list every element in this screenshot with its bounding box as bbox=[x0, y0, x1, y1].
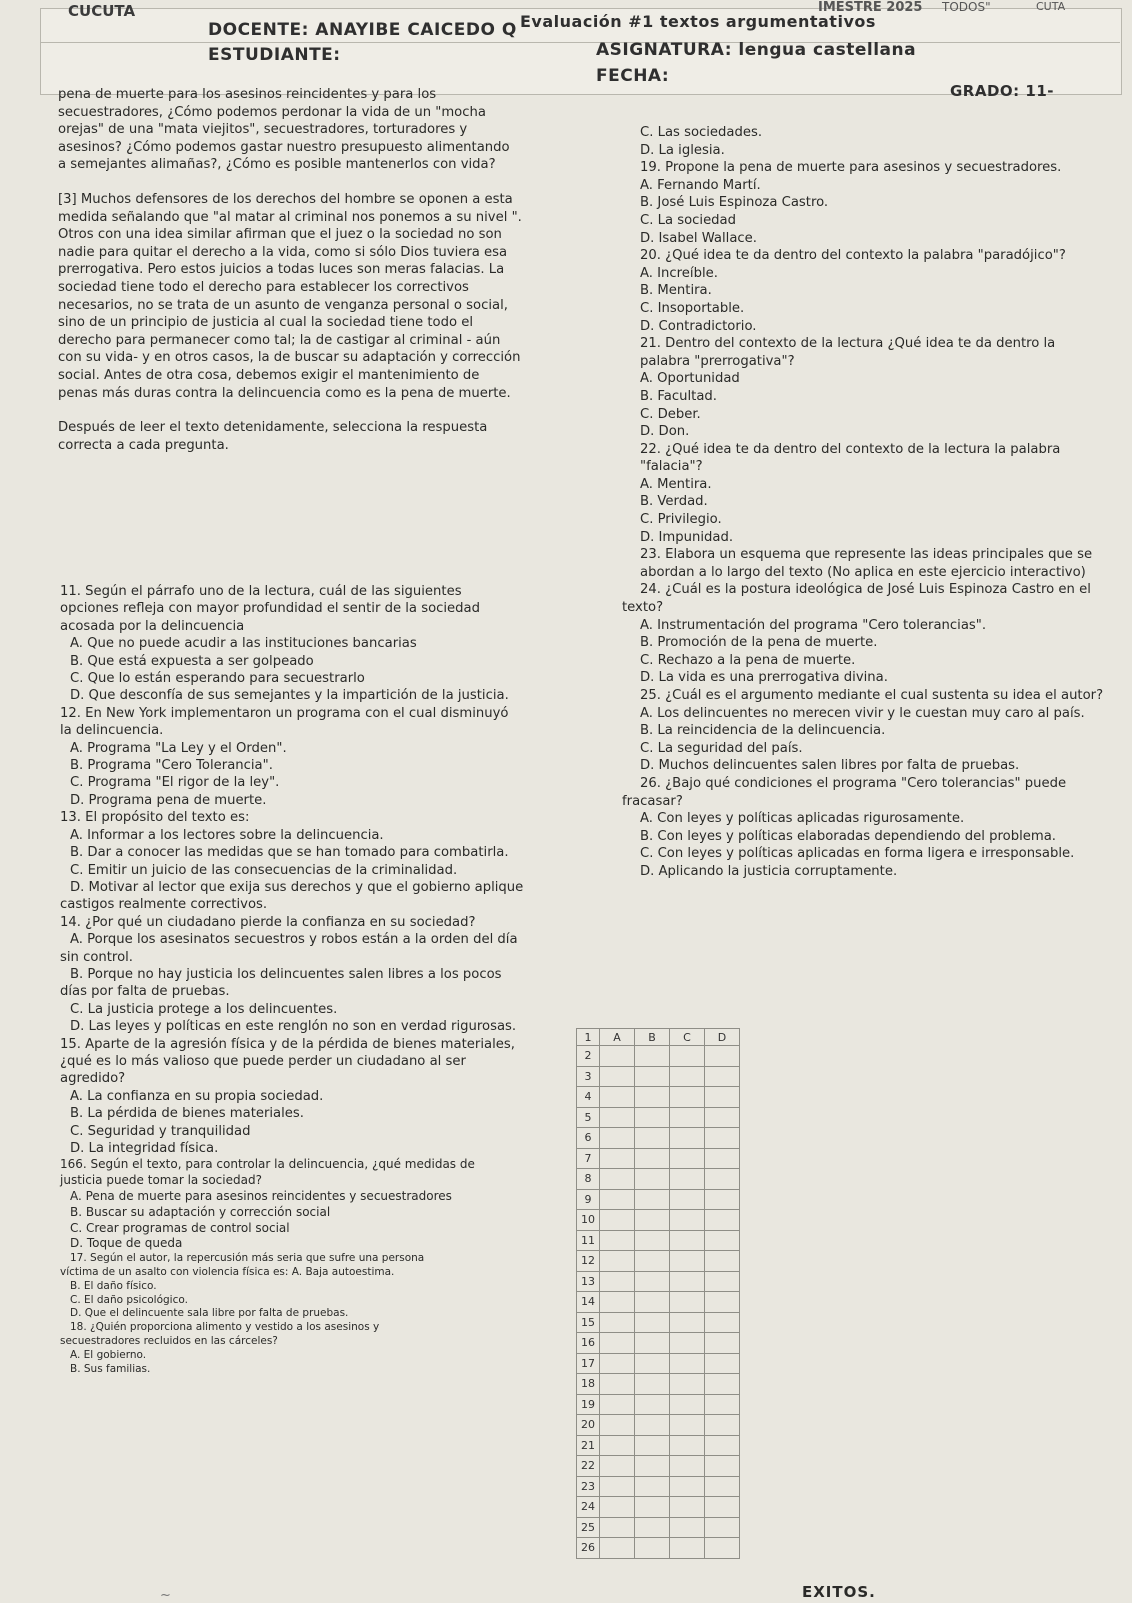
grid-question-number: 4 bbox=[577, 1087, 600, 1108]
answer-grid-row bbox=[577, 1107, 740, 1128]
answer-cell[interactable] bbox=[635, 1476, 670, 1497]
answer-cell[interactable] bbox=[670, 1538, 705, 1559]
grado-label: GRADO: 11- bbox=[950, 82, 1054, 100]
text-line: derecho para permanecer como tal; la de castigar al criminal - aún bbox=[58, 332, 501, 348]
question-line: C. Rechazo a la pena de muerte. bbox=[640, 652, 856, 668]
answer-cell[interactable] bbox=[705, 1333, 740, 1354]
question-line: B. El daño físico. bbox=[70, 1279, 157, 1292]
question-line: C. Emitir un juicio de las consecuencias de la criminalidad. bbox=[70, 862, 458, 878]
question-line: A. Pena de muerte para asesinos reincidentes y secuestradores bbox=[70, 1189, 452, 1203]
text-line: con su vida- y en otros casos, la de buscar su adaptación y corrección bbox=[58, 350, 521, 366]
question-line: A. Instrumentación del programa "Cero tolerancias". bbox=[640, 617, 987, 633]
answer-cell[interactable] bbox=[600, 1189, 635, 1210]
question-line: "falacia"? bbox=[640, 459, 703, 475]
text-line: [3] Muchos defensores de los derechos del hombre se oponen a esta bbox=[58, 191, 513, 207]
question-line: C. El daño psicológico. bbox=[70, 1293, 188, 1306]
answer-cell[interactable] bbox=[635, 1107, 670, 1128]
question-line: C. Que lo están esperando para secuestrarlo bbox=[70, 671, 365, 687]
answer-grid-row bbox=[577, 1497, 740, 1518]
answer-cell[interactable] bbox=[670, 1066, 705, 1087]
grid-question-number: 3 bbox=[577, 1066, 600, 1087]
answer-cell[interactable] bbox=[670, 1271, 705, 1292]
answer-cell[interactable] bbox=[705, 1230, 740, 1251]
question-line: días por falta de pruebas. bbox=[60, 984, 230, 1000]
fecha-label: FECHA: bbox=[596, 66, 670, 86]
answer-cell[interactable] bbox=[670, 1046, 705, 1067]
answer-cell[interactable] bbox=[600, 1107, 635, 1128]
answer-cell[interactable] bbox=[670, 1497, 705, 1518]
question-line: C. Las sociedades. bbox=[640, 125, 763, 140]
question-line: D. Contradictorio. bbox=[640, 318, 757, 334]
text-line: social. Antes de otra cosa, debemos exigir el mantenimiento de bbox=[58, 367, 480, 383]
answer-cell[interactable] bbox=[705, 1148, 740, 1169]
header-semester: IMESTRE 2025 bbox=[818, 0, 923, 15]
answer-cell[interactable] bbox=[705, 1435, 740, 1456]
questions-right-column bbox=[622, 124, 1127, 881]
question-line: D. Programa pena de muerte. bbox=[70, 792, 267, 808]
reading-text bbox=[58, 86, 578, 471]
answer-grid-row bbox=[577, 1394, 740, 1415]
grid-question-number: 6 bbox=[577, 1128, 600, 1149]
answer-cell[interactable] bbox=[705, 1415, 740, 1436]
question-line: B. La reincidencia de la delincuencia. bbox=[640, 723, 886, 739]
answer-cell[interactable] bbox=[705, 1394, 740, 1415]
answer-grid-row bbox=[577, 1456, 740, 1477]
answer-cell[interactable] bbox=[600, 1435, 635, 1456]
text-line: orejas" de una "mata viejitos", secuestradores, torturadores y bbox=[58, 122, 468, 138]
text-line: a semejantes alimañas?, ¿Cómo es posible mantenerlos con vida? bbox=[58, 157, 496, 173]
answer-cell[interactable] bbox=[705, 1456, 740, 1477]
answer-grid-row bbox=[577, 1189, 740, 1210]
answer-cell[interactable] bbox=[600, 1456, 635, 1477]
question-line: D. Isabel Wallace. bbox=[640, 230, 757, 246]
question-line: 13. El propósito del texto es: bbox=[60, 810, 250, 826]
answer-cell[interactable] bbox=[635, 1435, 670, 1456]
grid-question-number: 24 bbox=[577, 1497, 600, 1518]
question-line: B. Mentira. bbox=[640, 283, 712, 299]
answer-cell[interactable] bbox=[635, 1230, 670, 1251]
answer-grid-row bbox=[577, 1415, 740, 1436]
answer-cell[interactable] bbox=[670, 1087, 705, 1108]
text-line: penas más duras contra la delincuencia como es la pena de muerte. bbox=[58, 385, 511, 401]
answer-cell[interactable] bbox=[670, 1333, 705, 1354]
question-line: castigos realmente correctivos. bbox=[60, 897, 268, 913]
answer-cell[interactable] bbox=[635, 1066, 670, 1087]
question-line: C. Crear programas de control social bbox=[70, 1220, 290, 1235]
question-line: A. Increíble. bbox=[640, 265, 718, 281]
question-line: A. Los delincuentes no merecen vivir y le cuestan muy caro al país. bbox=[640, 705, 1085, 721]
question-line: C. La seguridad del país. bbox=[640, 740, 803, 756]
question-line: D. Aplicando la justicia corruptamente. bbox=[640, 863, 898, 879]
answer-grid-row bbox=[577, 1128, 740, 1149]
grid-question-number: 11 bbox=[577, 1230, 600, 1251]
grid-question-number: 21 bbox=[577, 1435, 600, 1456]
question-line: C. Seguridad y tranquilidad bbox=[70, 1123, 251, 1139]
answer-grid-row bbox=[577, 1210, 740, 1231]
answer-cell[interactable] bbox=[705, 1292, 740, 1313]
question-line: C. Privilegio. bbox=[640, 512, 722, 528]
answer-cell[interactable] bbox=[705, 1374, 740, 1395]
grid-question-number: 9 bbox=[577, 1189, 600, 1210]
question-line: D. Que el delincuente sala libre por falta de pruebas. bbox=[70, 1307, 349, 1320]
question-line: C. Programa "El rigor de la ley". bbox=[70, 775, 280, 791]
question-line: B. Que está expuesta a ser golpeado bbox=[70, 653, 314, 669]
grid-question-number: 8 bbox=[577, 1169, 600, 1190]
answer-grid bbox=[576, 1028, 740, 1559]
grid-question-number: 26 bbox=[577, 1538, 600, 1559]
answer-cell[interactable] bbox=[705, 1066, 740, 1087]
exam-title: Evaluación #1 textos argumentativos bbox=[520, 12, 876, 31]
answer-cell[interactable] bbox=[670, 1230, 705, 1251]
answer-cell[interactable] bbox=[670, 1251, 705, 1272]
answer-cell[interactable] bbox=[600, 1353, 635, 1374]
answer-cell[interactable] bbox=[670, 1415, 705, 1436]
question-line: D. Las leyes y políticas en este renglón no son en verdad rigurosas. bbox=[70, 1019, 517, 1035]
question-line: D. Que desconfía de sus semejantes y la impartición de la justicia. bbox=[70, 688, 509, 704]
grid-question-number: 12 bbox=[577, 1251, 600, 1272]
answer-cell[interactable] bbox=[600, 1148, 635, 1169]
question-line: B. Programa "Cero Tolerancia". bbox=[70, 758, 273, 774]
question-line: B. Buscar su adaptación y corrección social bbox=[70, 1204, 331, 1219]
answer-cell[interactable] bbox=[705, 1538, 740, 1559]
answer-cell[interactable] bbox=[705, 1251, 740, 1272]
answer-grid-row bbox=[577, 1538, 740, 1559]
grid-option-header: A bbox=[600, 1029, 635, 1046]
question-line: D. Don. bbox=[640, 424, 690, 440]
answer-grid-row bbox=[577, 1353, 740, 1374]
question-line: 21. Dentro del contexto de la lectura ¿Qué idea te da dentro la bbox=[640, 336, 1056, 352]
answer-cell[interactable] bbox=[705, 1353, 740, 1374]
answer-cell[interactable] bbox=[635, 1312, 670, 1333]
grid-question-number: 15 bbox=[577, 1312, 600, 1333]
answer-cell[interactable] bbox=[600, 1128, 635, 1149]
answer-cell[interactable] bbox=[635, 1374, 670, 1395]
answer-grid-row bbox=[577, 1148, 740, 1169]
answer-cell[interactable] bbox=[600, 1169, 635, 1190]
grid-question-number: 23 bbox=[577, 1476, 600, 1497]
question-line: la delincuencia. bbox=[60, 723, 164, 739]
grid-question-number: 1 bbox=[577, 1029, 600, 1046]
question-line: B. Con leyes y políticas elaboradas dependiendo del problema. bbox=[640, 828, 1056, 844]
question-line: B. Verdad. bbox=[640, 494, 708, 510]
grid-option-header: B bbox=[635, 1029, 670, 1046]
question-line: 25. ¿Cuál es el argumento mediante el cual sustenta su idea el autor? bbox=[640, 688, 1104, 703]
question-line: 12. En New York implementaron un programa con el cual disminuyó bbox=[60, 705, 509, 721]
answer-grid-row bbox=[577, 1517, 740, 1538]
text-line: medida señalando que "al matar al criminal nos ponemos a su nivel ". bbox=[58, 209, 522, 225]
question-line: C. Deber. bbox=[640, 406, 701, 422]
text-line: necesarios, no se trata de un asunto de venganza personal o social, bbox=[58, 297, 508, 313]
answer-cell[interactable] bbox=[600, 1046, 635, 1067]
question-line: ¿qué es lo más valioso que puede perder un ciudadano al ser bbox=[60, 1053, 466, 1069]
school-logo: CUCUTA bbox=[68, 2, 136, 20]
answer-cell[interactable] bbox=[670, 1210, 705, 1231]
asignatura-label: ASIGNATURA: lengua castellana bbox=[596, 40, 917, 60]
question-line: 20. ¿Qué idea te da dentro del contexto la palabra "paradójico"? bbox=[640, 248, 1066, 264]
answer-cell[interactable] bbox=[635, 1538, 670, 1559]
grid-option-header: C bbox=[670, 1029, 705, 1046]
question-line: B. Porque no hay justicia los delincuentes salen libres a los pocos bbox=[70, 966, 502, 982]
grid-question-number: 13 bbox=[577, 1271, 600, 1292]
question-line: A. La confianza en su propia sociedad. bbox=[70, 1088, 324, 1104]
answer-cell[interactable] bbox=[635, 1333, 670, 1354]
answer-cell[interactable] bbox=[600, 1497, 635, 1518]
question-line: A. Que no puede acudir a las instituciones bancarias bbox=[70, 636, 417, 652]
question-line: D. La vida es una prerrogativa divina. bbox=[640, 670, 888, 686]
question-line: abordan a lo largo del texto (No aplica en este ejercicio interactivo) bbox=[640, 564, 1086, 580]
answer-cell[interactable] bbox=[670, 1353, 705, 1374]
question-line: C. Con leyes y políticas aplicadas en forma ligera e irresponsable. bbox=[640, 846, 1075, 862]
text-line: nadie para quitar el derecho a la vida, como si sólo Dios tuviera esa bbox=[58, 244, 508, 260]
answer-cell[interactable] bbox=[635, 1456, 670, 1477]
answer-grid-row bbox=[577, 1292, 740, 1313]
grid-question-number: 5 bbox=[577, 1107, 600, 1128]
answer-cell[interactable] bbox=[635, 1210, 670, 1231]
question-line: D. Motivar al lector que exija sus derechos y que el gobierno aplique bbox=[70, 879, 524, 895]
question-line: 26. ¿Bajo qué condiciones el programa "Cero tolerancias" puede bbox=[640, 775, 1067, 791]
question-line: secuestradores recluidos en las cárceles? bbox=[60, 1334, 278, 1347]
grid-question-number: 2 bbox=[577, 1046, 600, 1067]
answer-cell[interactable] bbox=[600, 1271, 635, 1292]
question-line: B. Dar a conocer las medidas que se han tomado para combatirla. bbox=[70, 845, 509, 861]
answer-grid-row bbox=[577, 1046, 740, 1067]
answer-cell[interactable] bbox=[635, 1271, 670, 1292]
header-divider bbox=[40, 42, 1120, 43]
text-line: sino de un principio de justicia al cual la sociedad tiene todo el bbox=[58, 315, 474, 331]
answer-cell[interactable] bbox=[600, 1087, 635, 1108]
answer-grid-header bbox=[577, 1029, 740, 1046]
text-line: correcta a cada pregunta. bbox=[58, 437, 229, 453]
answer-cell[interactable] bbox=[600, 1292, 635, 1313]
question-line: B. Facultad. bbox=[640, 388, 717, 404]
question-line: sin control. bbox=[60, 949, 133, 965]
question-line: D. La integridad física. bbox=[70, 1141, 219, 1156]
answer-cell[interactable] bbox=[670, 1435, 705, 1456]
answer-cell[interactable] bbox=[635, 1353, 670, 1374]
question-line: 22. ¿Qué idea te da dentro del contexto de la lectura la palabra bbox=[640, 441, 1061, 457]
answer-cell[interactable] bbox=[635, 1251, 670, 1272]
text-line: pena de muerte para los asesinos reincidentes y para los bbox=[58, 87, 437, 102]
answer-cell[interactable] bbox=[670, 1374, 705, 1395]
grid-question-number: 25 bbox=[577, 1517, 600, 1538]
answer-grid-row bbox=[577, 1230, 740, 1251]
grid-question-number: 19 bbox=[577, 1394, 600, 1415]
answer-cell[interactable] bbox=[670, 1517, 705, 1538]
grid-question-number: 22 bbox=[577, 1456, 600, 1477]
answer-cell[interactable] bbox=[670, 1189, 705, 1210]
answer-cell[interactable] bbox=[670, 1169, 705, 1190]
instructions bbox=[58, 419, 578, 454]
question-line: A. Oportunidad bbox=[640, 371, 740, 387]
text-line: sociedad tiene todo el derecho para establecer los correctivos bbox=[58, 279, 469, 295]
answer-grid-row bbox=[577, 1333, 740, 1354]
question-line: 24. ¿Cuál es la postura ideológica de José Luis Espinoza Castro en el bbox=[640, 582, 1091, 598]
question-line: D. La iglesia. bbox=[640, 142, 725, 158]
answer-cell[interactable] bbox=[600, 1374, 635, 1395]
question-line: B. Promoción de la pena de muerte. bbox=[640, 635, 878, 651]
question-line: A. Mentira. bbox=[640, 476, 712, 492]
question-line: A. Fernando Martí. bbox=[640, 177, 761, 193]
estudiante-label: ESTUDIANTE: bbox=[208, 45, 341, 65]
footer-exitos: EXITOS. bbox=[802, 1583, 876, 1601]
answer-cell[interactable] bbox=[705, 1128, 740, 1149]
reading-paragraph-continued bbox=[58, 86, 578, 174]
text-line: prerrogativa. Pero estos juicios a todas luces son meras falacias. La bbox=[58, 262, 505, 278]
question-line: opciones refleja con mayor profundidad el sentir de la sociedad bbox=[60, 601, 480, 617]
grid-question-number: 10 bbox=[577, 1210, 600, 1231]
question-line: fracasar? bbox=[622, 793, 683, 809]
question-line: 14. ¿Por qué un ciudadano pierde la confianza en su sociedad? bbox=[60, 914, 476, 930]
answer-cell[interactable] bbox=[635, 1497, 670, 1518]
answer-grid-row bbox=[577, 1251, 740, 1272]
handwritten-signature: ~ bbox=[160, 1588, 171, 1603]
text-line: Otros con una idea similar afirman que el juez o la sociedad no son bbox=[58, 227, 502, 243]
question-line: A. Programa "La Ley y el Orden". bbox=[70, 740, 287, 756]
answer-cell[interactable] bbox=[635, 1394, 670, 1415]
grid-question-number: 7 bbox=[577, 1148, 600, 1169]
answer-cell[interactable] bbox=[670, 1148, 705, 1169]
answer-cell[interactable] bbox=[600, 1312, 635, 1333]
grid-option-header: D bbox=[705, 1029, 740, 1046]
answer-cell[interactable] bbox=[705, 1497, 740, 1518]
question-line: texto? bbox=[622, 600, 664, 616]
question-line: C. La justicia protege a los delincuentes. bbox=[70, 1001, 338, 1017]
answer-grid-row bbox=[577, 1374, 740, 1395]
answer-grid-row bbox=[577, 1087, 740, 1108]
answer-cell[interactable] bbox=[635, 1046, 670, 1067]
answer-cell[interactable] bbox=[705, 1312, 740, 1333]
answer-cell[interactable] bbox=[600, 1394, 635, 1415]
question-line: B. La pérdida de bienes materiales. bbox=[70, 1106, 304, 1122]
text-line: secuestradores, ¿Cómo podemos perdonar la vida de un "mocha bbox=[58, 104, 486, 120]
answer-cell[interactable] bbox=[670, 1476, 705, 1497]
answer-cell[interactable] bbox=[635, 1169, 670, 1190]
question-line: 19. Propone la pena de muerte para asesinos y secuestradores. bbox=[640, 160, 1062, 176]
answer-cell[interactable] bbox=[705, 1210, 740, 1231]
answer-cell[interactable] bbox=[705, 1087, 740, 1108]
question-line: B. José Luis Espinoza Castro. bbox=[640, 195, 829, 211]
question-line: A. Informar a los lectores sobre la delincuencia. bbox=[70, 827, 384, 843]
question-line: 23. Elabora un esquema que represente las ideas principales que se bbox=[640, 547, 1093, 563]
reading-paragraph-3 bbox=[58, 191, 578, 402]
question-line: D. Toque de queda bbox=[70, 1236, 183, 1251]
answer-cell[interactable] bbox=[635, 1128, 670, 1149]
answer-cell[interactable] bbox=[705, 1046, 740, 1067]
answer-cell[interactable] bbox=[670, 1456, 705, 1477]
question-line: 166. Según el texto, para controlar la delincuencia, ¿qué medidas de bbox=[60, 1157, 475, 1172]
question-line: 11. Según el párrafo uno de la lectura, cuál de las siguientes bbox=[60, 584, 462, 599]
docente-label: DOCENTE: ANAYIBE CAICEDO Q bbox=[208, 20, 517, 40]
grid-question-number: 18 bbox=[577, 1374, 600, 1395]
question-line: 18. ¿Quién proporciona alimento y vestido a los asesinos y bbox=[70, 1321, 380, 1334]
answer-cell[interactable] bbox=[705, 1107, 740, 1128]
answer-cell[interactable] bbox=[600, 1517, 635, 1538]
text-line: asesinos? ¿Cómo podemos gastar nuestro presupuesto alimentando bbox=[58, 139, 510, 155]
answer-cell[interactable] bbox=[670, 1107, 705, 1128]
grid-question-number: 16 bbox=[577, 1333, 600, 1354]
answer-grid-row bbox=[577, 1312, 740, 1333]
answer-cell[interactable] bbox=[600, 1251, 635, 1272]
answer-cell[interactable] bbox=[705, 1169, 740, 1190]
answer-grid-row bbox=[577, 1476, 740, 1497]
answer-cell[interactable] bbox=[635, 1148, 670, 1169]
question-line: C. Insoportable. bbox=[640, 300, 745, 316]
header-cuta: CUTA bbox=[1036, 0, 1066, 13]
question-line: víctima de un asalto con violencia física es: A. Baja autoestima. bbox=[60, 1265, 395, 1278]
answer-cell[interactable] bbox=[670, 1394, 705, 1415]
answer-cell[interactable] bbox=[635, 1292, 670, 1313]
questions-left-column bbox=[60, 583, 575, 1376]
answer-cell[interactable] bbox=[600, 1476, 635, 1497]
answer-cell[interactable] bbox=[705, 1271, 740, 1292]
answer-cell[interactable] bbox=[670, 1128, 705, 1149]
answer-cell[interactable] bbox=[705, 1517, 740, 1538]
answer-grid-row bbox=[577, 1169, 740, 1190]
answer-cell[interactable] bbox=[600, 1538, 635, 1559]
grid-question-number: 17 bbox=[577, 1353, 600, 1374]
question-line: A. Porque los asesinatos secuestros y robos están a la orden del día bbox=[70, 932, 518, 948]
answer-cell[interactable] bbox=[705, 1476, 740, 1497]
answer-cell[interactable] bbox=[635, 1415, 670, 1436]
text-line: Después de leer el texto detenidamente, selecciona la respuesta bbox=[58, 420, 488, 436]
question-line: agredido? bbox=[60, 1071, 126, 1087]
answer-grid-row bbox=[577, 1271, 740, 1292]
answer-cell[interactable] bbox=[635, 1087, 670, 1108]
question-line: C. La sociedad bbox=[640, 212, 737, 228]
answer-cell[interactable] bbox=[635, 1189, 670, 1210]
question-line: 17. Según el autor, la repercusión más seria que sufre una persona bbox=[70, 1252, 425, 1265]
answer-grid-row bbox=[577, 1066, 740, 1087]
answer-grid-row bbox=[577, 1435, 740, 1456]
answer-cell[interactable] bbox=[600, 1333, 635, 1354]
question-line: 15. Aparte de la agresión física y de la pérdida de bienes materiales, bbox=[60, 1036, 515, 1052]
grid-question-number: 14 bbox=[577, 1292, 600, 1313]
answer-cell[interactable] bbox=[600, 1210, 635, 1231]
answer-cell[interactable] bbox=[600, 1415, 635, 1436]
grid-question-number: 20 bbox=[577, 1415, 600, 1436]
answer-cell[interactable] bbox=[600, 1066, 635, 1087]
question-line: A. Con leyes y políticas aplicadas rigurosamente. bbox=[640, 811, 965, 827]
question-line: B. Sus familias. bbox=[70, 1362, 151, 1375]
answer-cell[interactable] bbox=[705, 1189, 740, 1210]
question-line: A. El gobierno. bbox=[70, 1348, 147, 1361]
question-line: justicia puede tomar la sociedad? bbox=[60, 1173, 262, 1188]
header-todos: TODOS" bbox=[942, 0, 991, 14]
answer-cell[interactable] bbox=[670, 1292, 705, 1313]
answer-cell[interactable] bbox=[670, 1312, 705, 1333]
question-line: acosada por la delincuencia bbox=[60, 618, 245, 634]
question-line: D. Muchos delincuentes salen libres por falta de pruebas. bbox=[640, 758, 1020, 774]
question-line: palabra "prerrogativa"? bbox=[640, 353, 795, 369]
answer-cell[interactable] bbox=[600, 1230, 635, 1251]
answer-cell[interactable] bbox=[635, 1517, 670, 1538]
question-line: D. Impunidad. bbox=[640, 529, 734, 545]
